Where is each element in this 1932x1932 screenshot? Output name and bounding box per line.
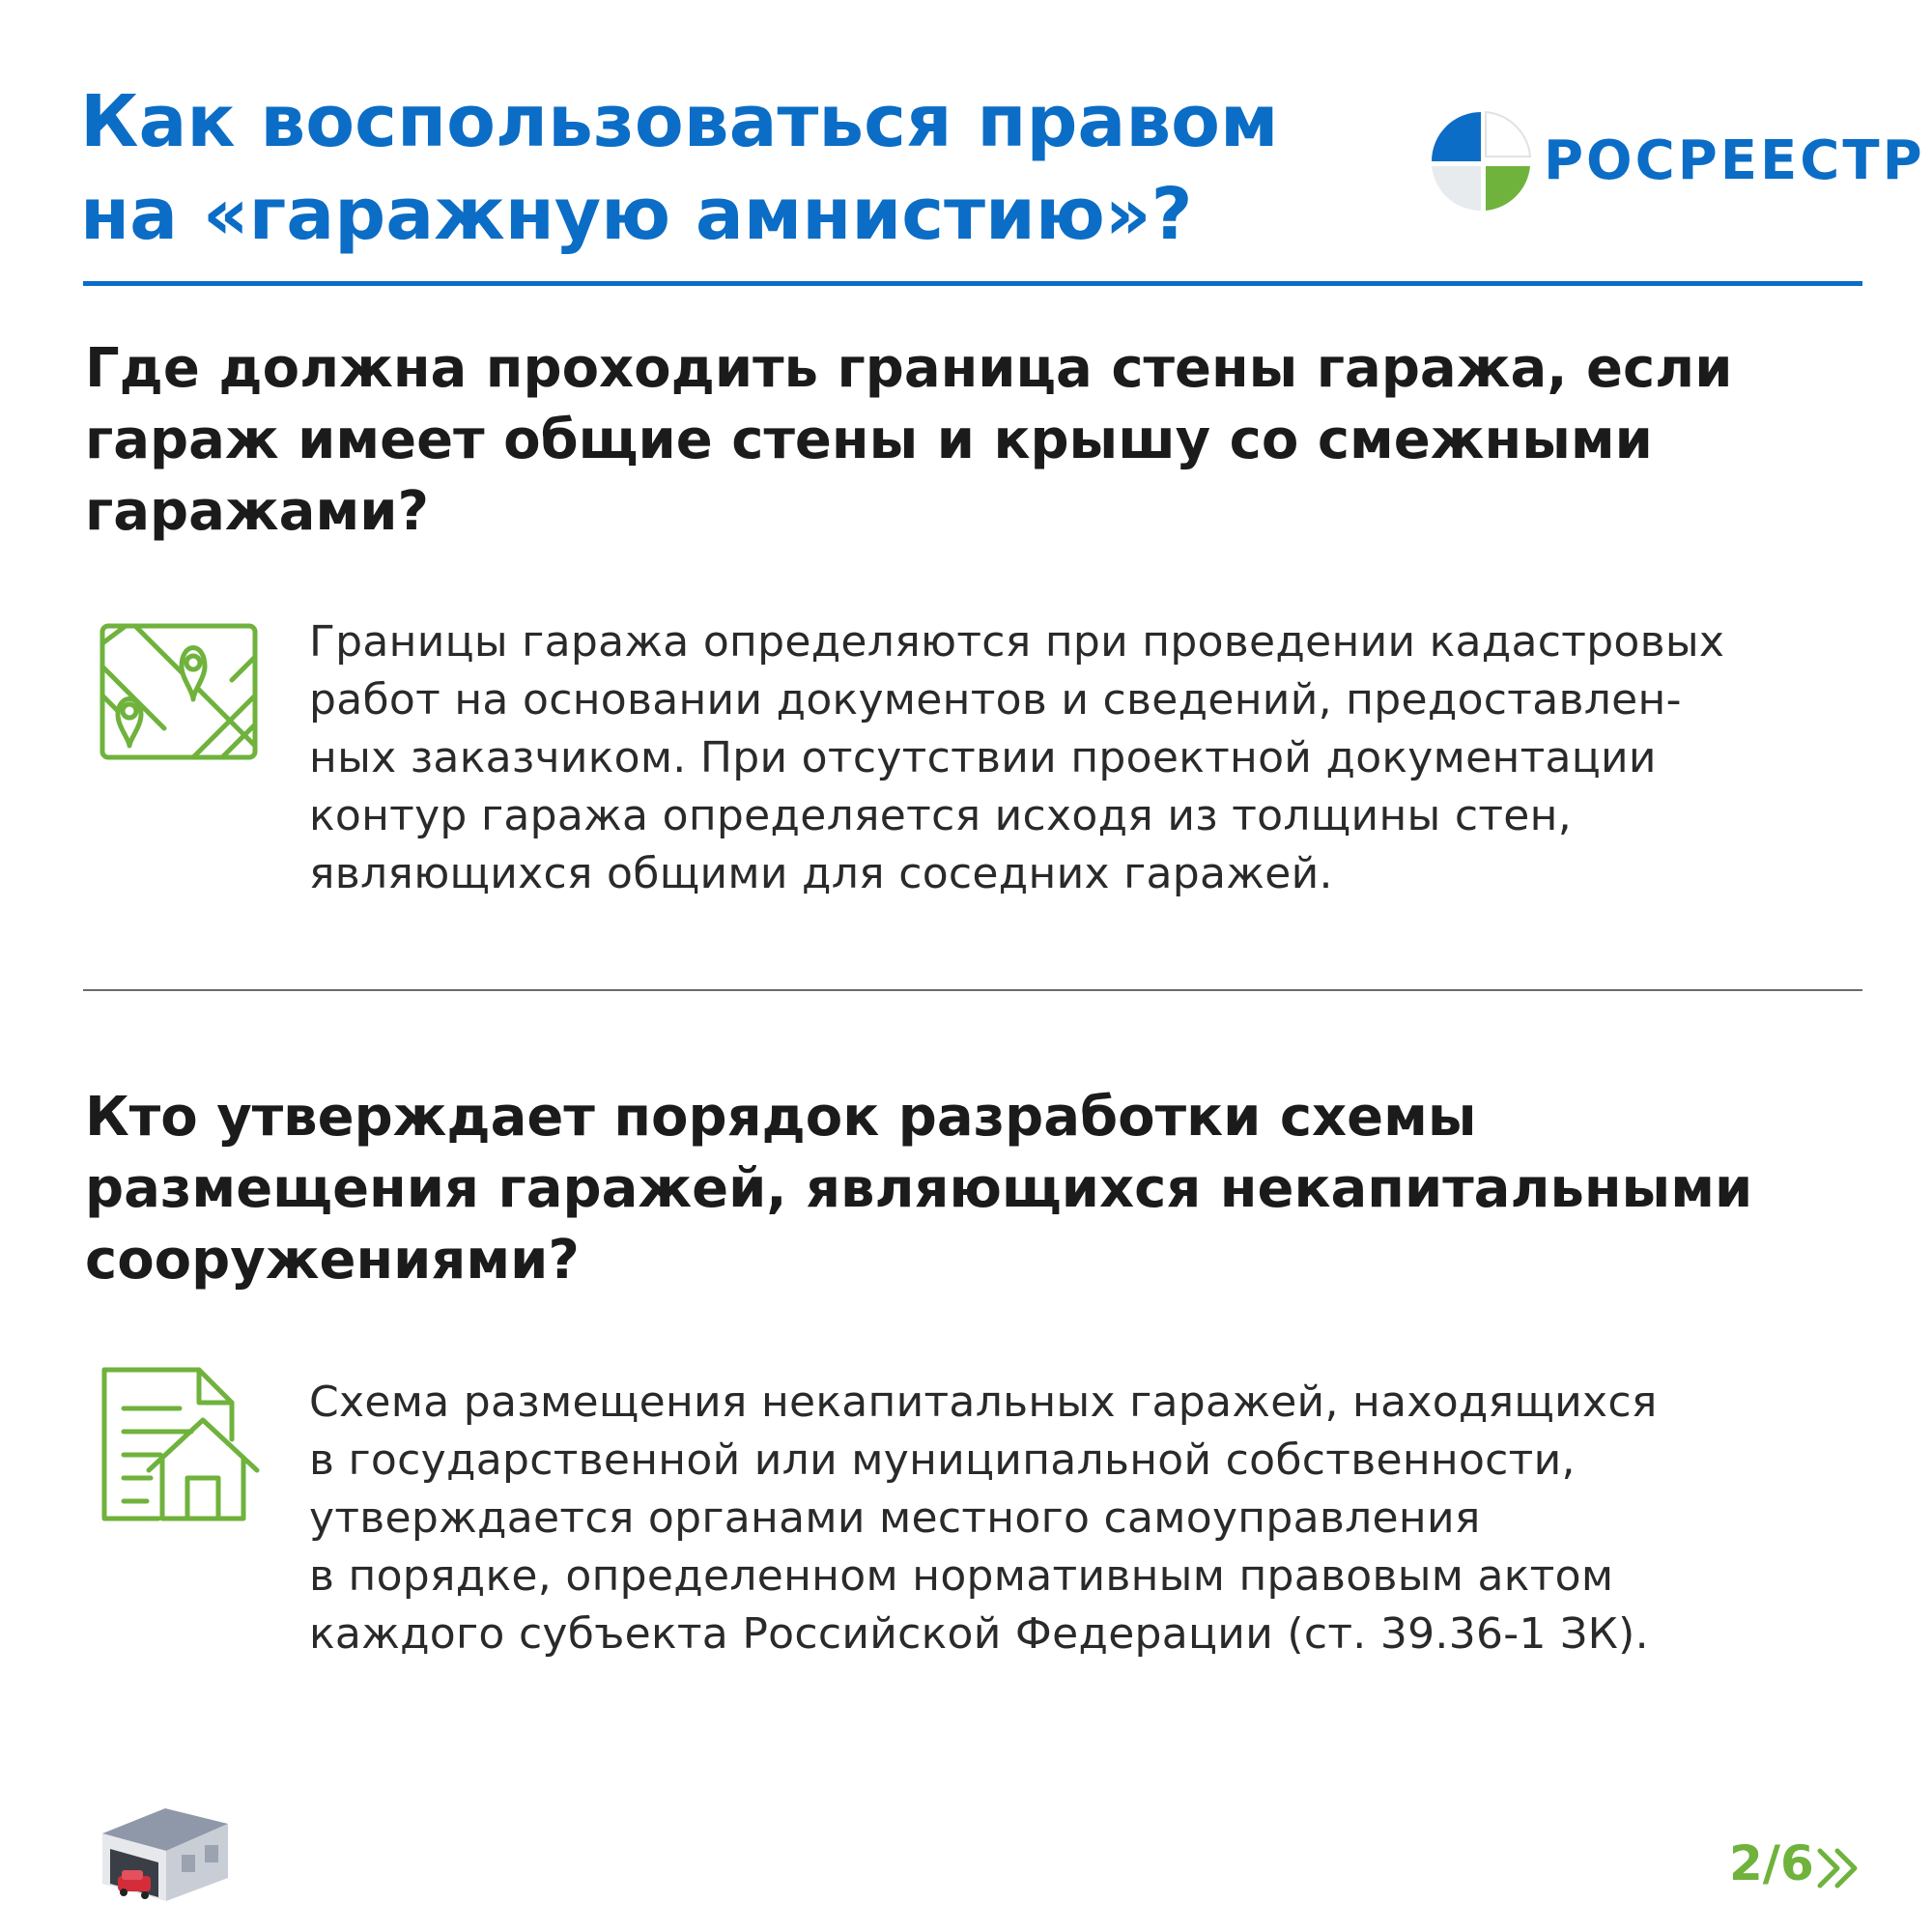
question-line: размещения гаражей, являющихся некапитальными [85,1157,1753,1220]
question-line: сооружениями? [85,1229,580,1292]
answer-line: в государственной или муниципальной собственности, [309,1435,1576,1485]
answer-line: каждого субъекта Российской Федерации (ст. 39.36-1 ЗК). [309,1609,1649,1659]
answer-line: работ на основании документов и сведений, предоставлен- [309,675,1682,724]
title-line: на «гаражную амнистию»? [80,173,1193,256]
answer-line: в порядке, определенном нормативным правовым актом [309,1551,1614,1601]
page-indicator: 2/6 [1729,1835,1814,1891]
answer-line: являющихся общими для соседних гаражей. [309,849,1333,898]
rosreestr-logo [1428,108,1925,214]
answer-line: Схема размещения некапитальных гаражей, находящихся [309,1378,1658,1427]
garage-icon [93,1795,238,1911]
double-chevron-right-icon[interactable] [1814,1847,1862,1889]
answer-line: ных заказчиком. При отсутствии проектной документации [309,733,1657,782]
logo-text: РОСРЕЕСТР [1544,129,1925,192]
section-divider [83,989,1862,991]
title-line: Как воспользоваться правом [80,80,1279,163]
page-title [80,75,1336,261]
rosreestr-logo-icon [1428,108,1534,214]
document-house-icon [99,1364,263,1528]
answer-line: Границы гаража определяются при проведении кадастровых [309,617,1725,667]
question-line: Где должна проходить граница стены гаража, если [85,337,1733,400]
answer-line: утверждается органами местного самоуправления [309,1493,1481,1543]
question-line: Кто утверждает порядок разработки схемы [85,1086,1477,1149]
question-heading [85,333,1824,548]
header-divider [83,281,1862,286]
question-line: гараж имеет общие стены и крышу со смежными [85,409,1653,471]
answer-text [309,1374,1874,1663]
map-pin-icon [97,599,261,763]
question-heading [85,1082,1824,1296]
answer-text [309,613,1874,903]
question-line: гаражами? [85,480,429,543]
answer-line: контур гаража определяется исходя из толщины стен, [309,791,1572,840]
